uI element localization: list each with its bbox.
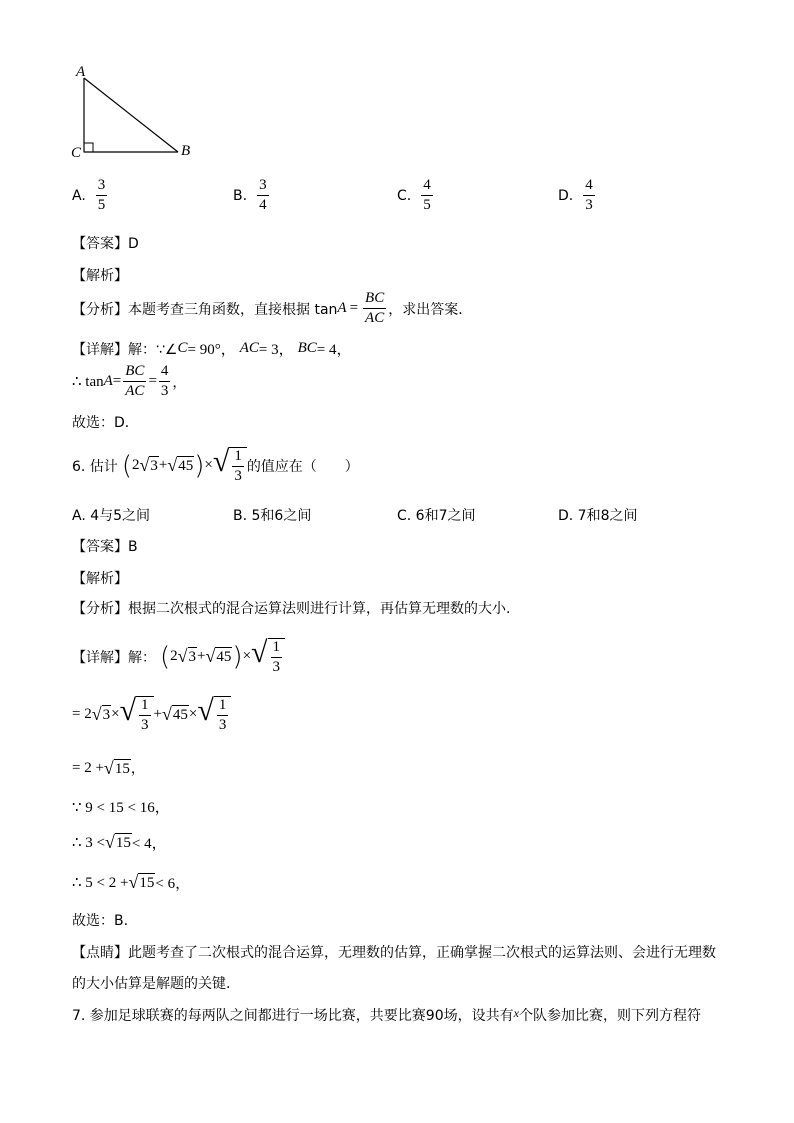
vertex-label-a: A <box>76 64 86 80</box>
q6-detail-line4: ∵ 9 < 15 < 16， <box>72 800 170 816</box>
radical: √ 3 <box>91 704 111 725</box>
q6-option-b: B. 5和6之间 <box>233 508 312 524</box>
fraction: $\frac{1}{3}$ <box>234 448 242 484</box>
option-d: D. $\frac{4}{3}$ <box>558 177 593 213</box>
fraction: $\frac{4}{3}$ <box>160 363 169 399</box>
radical: √ 45 <box>167 455 194 476</box>
q5-answer: 【答案】D <box>72 236 139 252</box>
q6-analysis: 【分析】根据二次根式的混合运算法则进行计算，再估算无理数的大小. <box>72 601 511 617</box>
radical: √ 15 <box>128 872 155 893</box>
vertex-label-c: C <box>71 145 82 161</box>
radical: √ 45 <box>162 704 188 725</box>
q6-option-d: D. 7和8之间 <box>558 508 638 524</box>
q5-detail: 【详解】 解：∵∠ C = 90°， AC = 3， BC = 4， <box>72 340 352 358</box>
fraction: $\frac{4}{3}$ <box>585 177 593 213</box>
fraction: $\frac{BC}{AC}$ <box>125 363 145 399</box>
q6-choose: 故选：B. <box>72 913 129 929</box>
q6-stem: 6. 估计 ( 2 √ 3 + √ 45 ) × √ $\frac{1}{3}$ 的值应在（ ） <box>72 445 359 484</box>
q7-stem: 7. 参加足球联赛的每两队之间都进行一场比赛，共要比赛90场，设共有x个队参加比赛，则下列方程符 <box>72 1006 701 1024</box>
q6-detail-line6: ∴ 5 < 2 + √ 15 < 6， <box>72 872 191 893</box>
q6-jiexi: 【解析】 <box>72 571 128 587</box>
radical: √ $\frac{1}{3}$ <box>251 638 285 675</box>
q5-therefore: ∴ tan A = $\frac{BC}{AC}$ = $\frac{4}{3}$ ， <box>72 363 187 399</box>
radical: √ 15 <box>103 757 130 778</box>
q6-comment-line1: 【点睛】此题考查了二次根式的混合运算，无理数的估算，正确掌握二次根式的运算法则、会进行无理数 <box>72 945 716 961</box>
fraction: $\frac{1}{3}$ <box>218 697 227 733</box>
fraction: $\frac{BC}{AC}$ <box>365 290 385 326</box>
radical: √ 3 <box>139 455 158 476</box>
fraction: $\frac{1}{3}$ <box>141 697 149 733</box>
fraction: $\frac{4}{5}$ <box>423 177 431 213</box>
radical: √ 45 <box>205 646 232 667</box>
q6-answer: 【答案】B <box>72 539 138 555</box>
radical: √ 15 <box>105 832 131 853</box>
q6-detail-line3: = 2 + √ 15 ， <box>72 757 145 778</box>
q6-detail-line1: 【详解】 解： ( 2 √ 3 + √ 45 ) × √ $\frac{1}{3}$ <box>72 638 285 675</box>
q6-detail-line5: ∴ 3 < √ 15 < 4， <box>72 832 167 853</box>
q5-analysis: 【分析】 本题考查三角函数，直接根据 tan A = $\frac{BC}{AC}$ ，求出答案． <box>72 290 473 326</box>
q6-option-c: C. 6和7之间 <box>397 508 476 524</box>
vertex-label-b: B <box>181 143 191 159</box>
radical: √ $\frac{1}{3}$ <box>197 696 231 733</box>
option-a: A. $\frac{3}{5}$ <box>72 177 106 213</box>
q6-comment-line2: 的大小估算是解题的关键. <box>72 976 231 992</box>
fraction: $\frac{3}{5}$ <box>97 177 106 213</box>
radical: √ 3 <box>177 646 197 667</box>
fraction: $\frac{3}{4}$ <box>259 177 267 213</box>
radical: √ $\frac{1}{3}$ <box>120 696 154 733</box>
fraction: $\frac{1}{3}$ <box>272 639 280 675</box>
q6-option-a: A. 4与5之间 <box>72 508 151 524</box>
q5-choose: 故选：D． <box>72 415 139 431</box>
option-b: B. $\frac{3}{4}$ <box>233 177 267 213</box>
option-c: C. $\frac{4}{5}$ <box>397 177 431 213</box>
q5-jiexi: 【解析】 <box>72 268 128 284</box>
radical: √ $\frac{1}{3}$ <box>213 447 247 484</box>
q6-detail-line2: = 2 √ 3 × √ $\frac{1}{3}$ + √ 45 × √ $\frac{1}{3}$ <box>72 696 231 733</box>
